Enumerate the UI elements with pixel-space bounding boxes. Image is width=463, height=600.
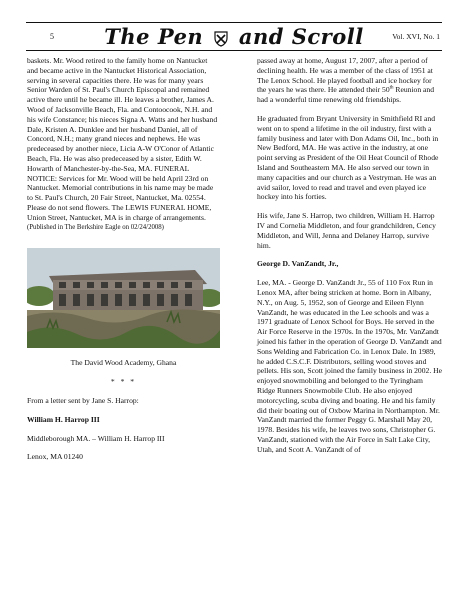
name-heading-vanzandt: George D. VanZandt, Jr.,	[257, 259, 339, 269]
ordinal-suffix: th	[389, 85, 394, 91]
right-column	[257, 56, 442, 463]
page-number: 5	[50, 32, 54, 41]
harrop-para-1-b: Reunion and had a wonderful time renewing old friendships.	[257, 85, 435, 105]
name-heading-harrop: William H. Harrop III	[27, 414, 100, 424]
section-separator: * * *	[110, 377, 137, 387]
newsletter-title	[26, 24, 442, 53]
title-part-2: and Scroll	[238, 24, 364, 49]
masthead	[26, 24, 442, 50]
source-note: (Published in The Berkshire Eagle on 02/24/2008)	[27, 223, 164, 231]
obituary-vanzandt: Lee, MA. - George D. VanZandt Jr., 55 of 110 Fox Run in Lenox MA, after being stricken at home. Born in Albany, N.Y., on Aug. 5, 1952, son of George and Eileen Flynn VanZandt, he was educated in the Lee schools and was a 1971 graduate of Lenox School for Boys. He served in the Air Force Reserve in the 1970s. In the 1970s, Mr. VanZandt joined his father in the operation of George D. VanZandt and Sons Welding and Fabrication Co. in Lenox Dale. In 1989, he added C.S.C.F. Distributors, selling wood stoves and pellets. His son, Scott joined the family business in 2002. He enjoyed snowmobiling and belonged to the Tyringham Ridge Runners Snowmobile Club. He also enjoyed motorcycling, scuba diving and boating. He and his family did their boating out of Oxbow Marina in Northampton. Mr. VanZandt married the former Peggy G. Marshall May 20, 1978. Besides his wife, he leaves two sons, Christopher G. VanZandt, stationed with the Air Force in Salt Lake City, Utah, and Scott A. VanZandt of of	[257, 278, 442, 454]
harrop-address-line-2: Lenox, MA 01240	[27, 452, 83, 462]
left-column	[27, 56, 220, 471]
title-part-1: The Pen	[104, 24, 204, 49]
obituary-harrop-para-3: His wife, Jane S. Harrop, two children, William H. Harrop IV and Cornelia Middleton, and four grandchildren, Cency Middleton, and Will, Jenna and Delaney Harrop, survive him.	[257, 211, 436, 250]
header-bottom-rule	[26, 50, 442, 51]
obituary-wood-continued: baskets. Mr. Wood retired to the family home on Nantucket and became active in the Nantucket Historical Association, serving in several capacities there. He was for many years Senior Warden of St. Paul's Church Episcopal and remained active there until he became ill. He leaves a brother, James A. Wood of Jacksonville Beach, Fla. and Contoocook, N.H. and his wife Constance; his nieces Signa A. Watts and her husband Dale, Kristen A. Dunklee and her husband Daniel, all of Concord, N.H.; many grand nieces and nephews. He was predeceased by another niece, Licia A-W O'Conor of Atlantic Beach, Fla. He was also predeceased by a sister, Edith W. Howarth of Manchester-by-the-Sea, MA. FUNERAL NOTICE: Services for Mr. Wood will be held April 23rd on Nantucket. Memorial contributions in his name may be made to St. Paul's Church, 20 Fair Street, Nantucket, Ma. 02554. Please do not send flowers. The LEWIS FUNERAL HOME, Union Street, Nantucket, MA is in charge of arrangements.	[27, 56, 218, 222]
header-top-rule	[26, 22, 442, 23]
harrop-para-1-a: passed away at home, August 17, 2007, after a period of declining health. He was a member of the class of 1951 at The Lenox School. He played football and ice hockey for the years he was there. He attended their 50	[257, 56, 433, 95]
obituary-harrop-para-2: He graduated from Bryant University in Smithfield RI and went on to spend a lifetime in the oil industry, first with a family business and later with Don Adams Oil, Inc., both in New Bedford, MA. He was active in the industry, at one point serving as President of the Oil Heat Council of Rhode Island and Southeastern MA. He also served our town in many capacities and our church as a Vestryman. He was an avid sailor, loved to read and travel and even played ice hockey into his forties.	[257, 113, 439, 202]
academy-photo	[27, 242, 220, 348]
obituary-harrop-para-1	[257, 56, 442, 105]
volume-issue: Vol. XVI, No. 1	[392, 32, 440, 41]
harrop-address-line-1: Middleborough MA. – William H. Harrop III	[27, 433, 165, 443]
photo-caption: The David Wood Academy, Ghana	[70, 358, 177, 368]
letter-intro: From a letter sent by Jane S. Harrop:	[27, 395, 139, 405]
